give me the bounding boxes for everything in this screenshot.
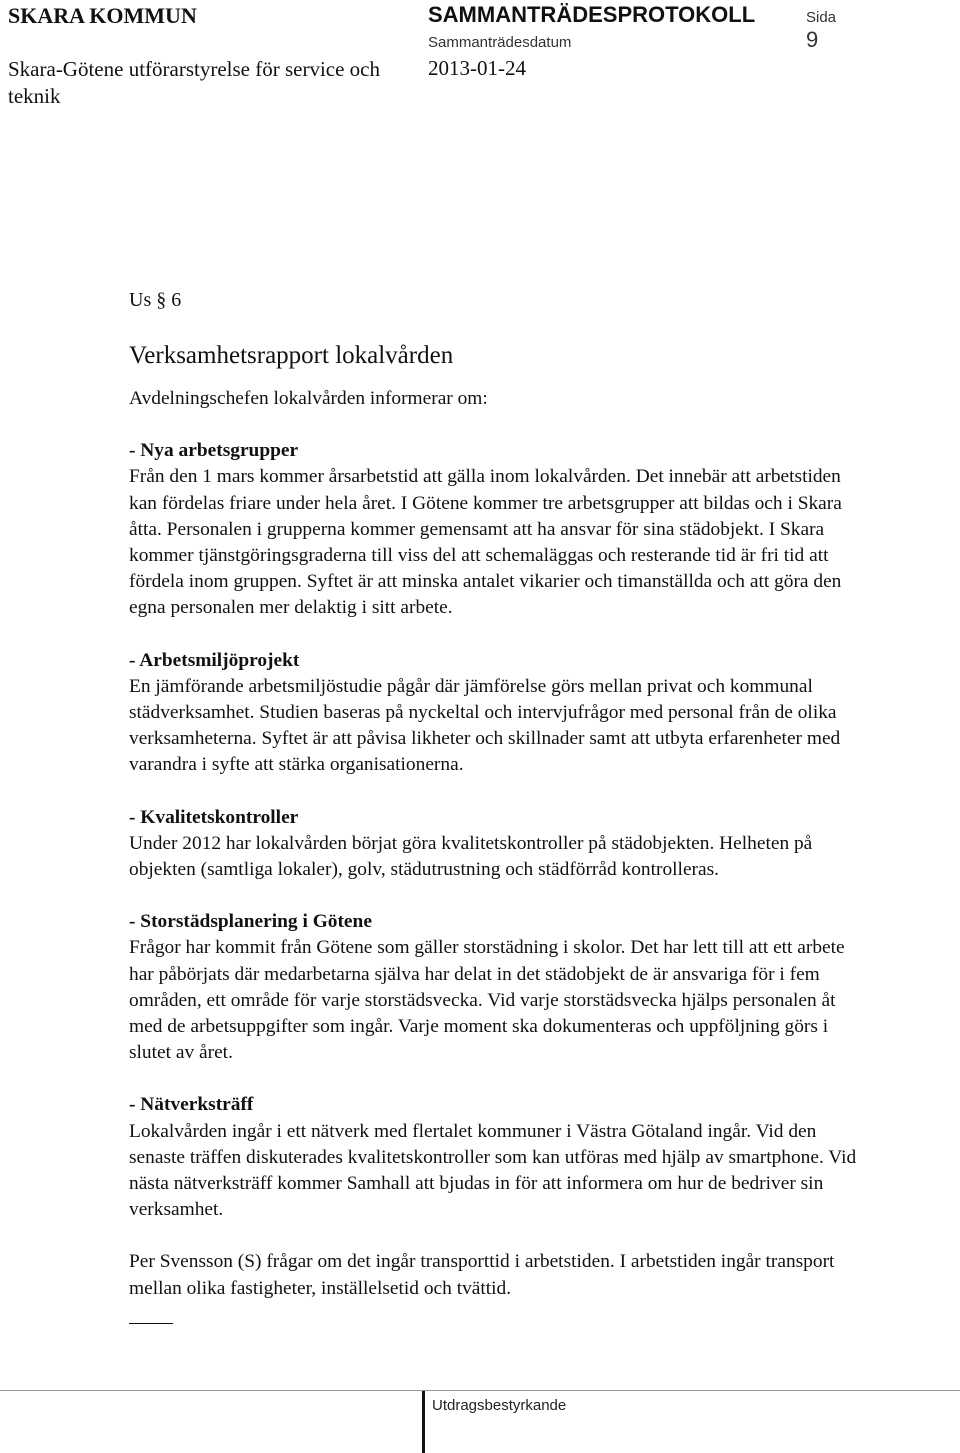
item-heading: - Nya arbetsgrupper xyxy=(129,440,299,462)
item-text: Frågor har kommit från Götene som gäller storstädning i skolor. Det har lett till att ett arbete har påbörjats där medarbetarna själva har delat in det städobjekt de är ansvariga för i fem områden, ett område för varje storstädsvecka. Vid varje storstädsvecka hjälps personalen åt med de arbetsuppgifter som ingår. Varje moment ska dokumenteras och uppföljning görs i slutet av året. xyxy=(129,937,845,1064)
page-label: Sida xyxy=(806,9,837,26)
page-number: 9 xyxy=(806,27,819,52)
item-nya-arbetsgrupper xyxy=(129,438,869,621)
minutes-body xyxy=(129,287,869,1324)
footer-divider xyxy=(422,1391,425,1453)
end-line xyxy=(129,1323,173,1324)
org-name: SKARA KOMMUN xyxy=(8,3,197,28)
item-arbetsmiljoprojekt xyxy=(129,648,869,779)
footer-label: Utdragsbestyrkande xyxy=(432,1397,567,1414)
item-storstadsplanering xyxy=(129,909,869,1066)
item-kvalitetskontroller xyxy=(129,805,869,884)
item-heading: - Storstädsplanering i Götene xyxy=(129,911,372,933)
item-heading: - Arbetsmiljöprojekt xyxy=(129,649,300,671)
footer-rule xyxy=(0,1390,960,1391)
section-title: Verksamhetsrapport lokalvården xyxy=(129,342,454,369)
intro-text: Avdelningschefen lokalvården informerar om: xyxy=(129,388,488,409)
item-text: En jämförande arbetsmiljöstudie pågår där jämförelse görs mellan privat och kommunal städverksamhet. Studien baseras på nyckeltal och intervjufrågor med personal från de olika verksamheterna. Syftet är att påvisa likheter och skillnader samt att utbyta erfarenheter med varandra i syfte att stärka organisationerna. xyxy=(129,675,841,776)
closing-paragraph: Per Svensson (S) frågar om det ingår transporttid i arbetstiden. I arbetstiden ingår transport mellan olika fastigheter, inställelsetid och tvättid. xyxy=(129,1251,835,1299)
date-label: Sammanträdesdatum xyxy=(428,34,572,51)
item-text: Från den 1 mars kommer årsarbetstid att gälla inom lokalvården. Det innebär att arbetstiden kan fördelas friare under hela året. I Götene kommer tre arbetsgrupper att bildas och i Skara åtta. Personalen i grupperna kommer gemensamt att ha ansvar för sina städobjekt. I Skara kommer tjänstgöringsgraderna till viss del att schemaläggas och resterande tid är fri tid att fördela inom gruppen. Syftet är att minska antalet vikarier och timanställda och att göra den egna personalen mer delaktig i sitt arbete. xyxy=(129,466,842,619)
item-heading: - Nätverksträff xyxy=(129,1094,254,1116)
meeting-date: 2013-01-24 xyxy=(428,56,526,80)
item-text: Under 2012 har lokalvården börjat göra kvalitetskontroller på städobjekten. Helheten på objekten (samtliga lokaler), golv, städutrustning och städförråd kontrolleras. xyxy=(129,832,813,881)
item-text: Lokalvården ingår i ett nätverk med flertalet kommuner i Västra Götaland ingår. Vid den senaste träffen diskuterades kvalitetskontroller som kan utföras med hjälp av smartphone. Vid nästa nätverksträff kommer Samhall att bjudas in för att informera om hur de bedriver sin verksamhet. xyxy=(129,1120,857,1221)
document-type: SAMMANTRÄDESPROTOKOLL xyxy=(428,2,756,27)
item-natverkstraff xyxy=(129,1092,869,1223)
section-number: Us § 6 xyxy=(129,289,182,311)
committee-name: Skara-Götene utförarstyrelse för service och teknik xyxy=(8,57,381,108)
item-heading: - Kvalitetskontroller xyxy=(129,806,299,828)
